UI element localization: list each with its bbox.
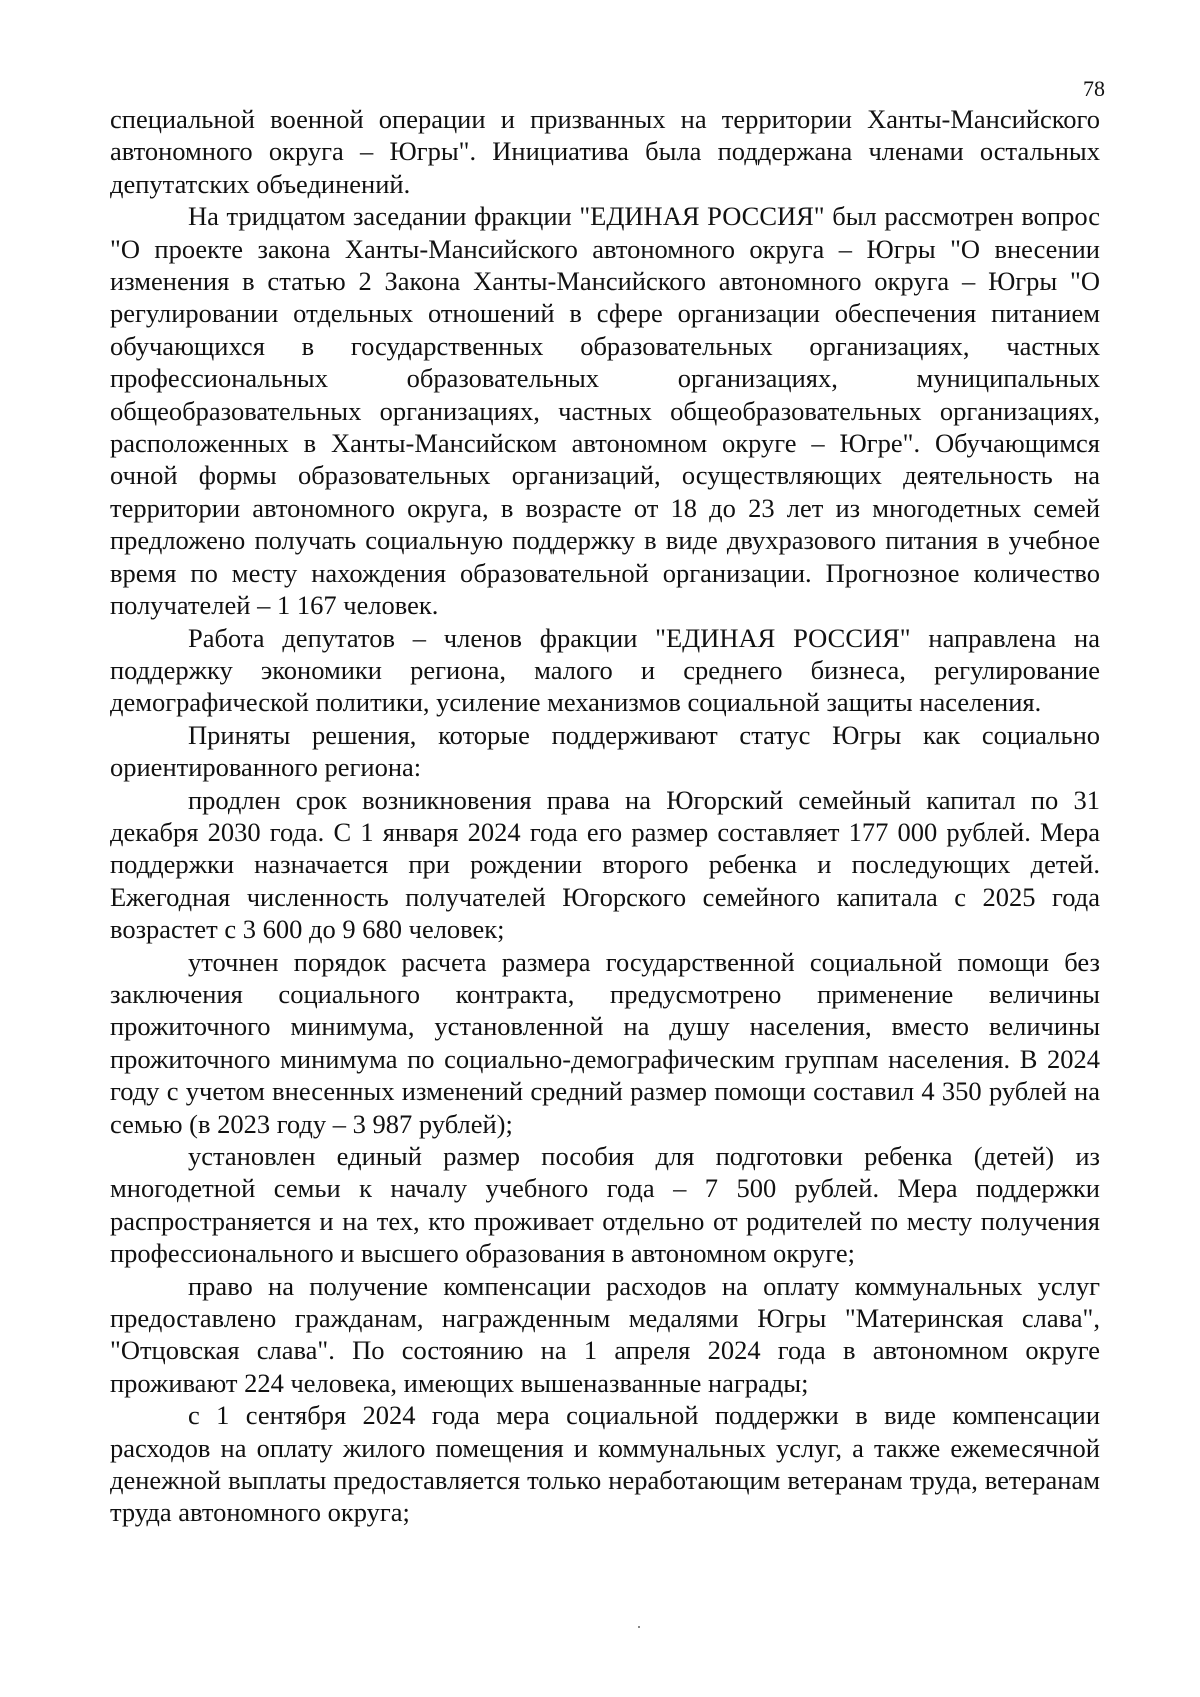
- list-item-utility-compensation: право на получение компенсации расходов на оплату коммунальных услуг предоставлено гражданам, награжденным медалями Югры "Материнская слава", "Отцовская слава". По состоянию на 1 апреля 2024 года в автономном округе проживают 224 человека, имеющих вышеназванные награды;: [110, 1270, 1100, 1398]
- list-item-social-assistance: уточнен порядок расчета размера государственной социальной помощи без заключения социального контракта, предусмотрено применение величины прожиточного минимума, установленной на душу населения, вместо величины прожиточного минимума по социально-демографическим группам населения. В 2024 году с учетом внесенных изменений средний размер помощи составил 4 350 рублей на семью (в 2023 году – 3 987 рублей);: [110, 946, 1100, 1139]
- paragraph-fraction-meeting: На тридцатом заседании фракции "ЕДИНАЯ РОССИЯ" был рассмотрен вопрос "О проекте закона Ханты-Мансийского автономного округа – Югры "О внесении изменения в статью 2 Закона Ханты-Мансийского автономного округа – Югры "О регулировании отдельных отношений в сфере организации обеспечения питанием обучающихся в государственных образовательных организациях, частных профессиональных образовательных организациях, муниципальных общеобразовательных организациях, частных общеобразовательных организациях, расположенных в Ханты-Мансийском автономном округе – Югре". Обучающимся очной формы образовательных организаций, осуществляющих деятельность на территории автономного округа, в возрасте от 18 до 23 лет из многодетных семей предложено получать социальную поддержку в виде двухразового питания в учебное время по месту нахождения образовательной организации. Прогнозное количество получателей – 1 167 человек.: [110, 201, 1100, 621]
- page-number: 78: [1083, 76, 1105, 101]
- list-item-school-allowance: установлен единый размер пособия для подготовки ребенка (детей) из многодетной семьи к началу учебного года – 7 500 рублей. Мера поддержки распространяется и на тех, кто проживает отдельно от родителей по месту получения профессионального и высшего образования в автономном округе;: [110, 1141, 1100, 1269]
- paragraph-decisions-intro: Приняты решения, которые поддерживают статус Югры как социально ориентированного региона:: [110, 719, 1100, 783]
- document-body: [110, 103, 1100, 1529]
- paragraph-continuation: специальной военной операции и призванных на территории Ханты-Мансийского автономного округа – Югры". Инициатива была поддержана членами остальных депутатских объединений.: [110, 104, 1100, 199]
- list-item-labor-veterans: с 1 сентября 2024 года мера социальной поддержки в виде компенсации расходов на оплату жилого помещения и коммунальных услуг, а также ежемесячной денежной выплаты предоставляется только неработающим ветеранам труда, ветеранам труда автономного округа;: [110, 1400, 1100, 1528]
- scan-speck: [638, 1626, 640, 1628]
- paragraph-deputies-work: Работа депутатов – членов фракции "ЕДИНАЯ РОССИЯ" направлена на поддержку экономики региона, малого и среднего бизнеса, регулирование демографической политики, усиление механизмов социальной защиты населения.: [110, 622, 1100, 718]
- list-item-family-capital: продлен срок возникновения права на Югорский семейный капитал по 31 декабря 2030 года. С 1 января 2024 года его размер составляет 177 000 рублей. Мера поддержки назначается при рождении второго ребенка и последующих детей. Ежегодная численность получателей Югорского семейного капитала с 2025 года возрастет с 3 600 до 9 680 человек;: [110, 784, 1100, 945]
